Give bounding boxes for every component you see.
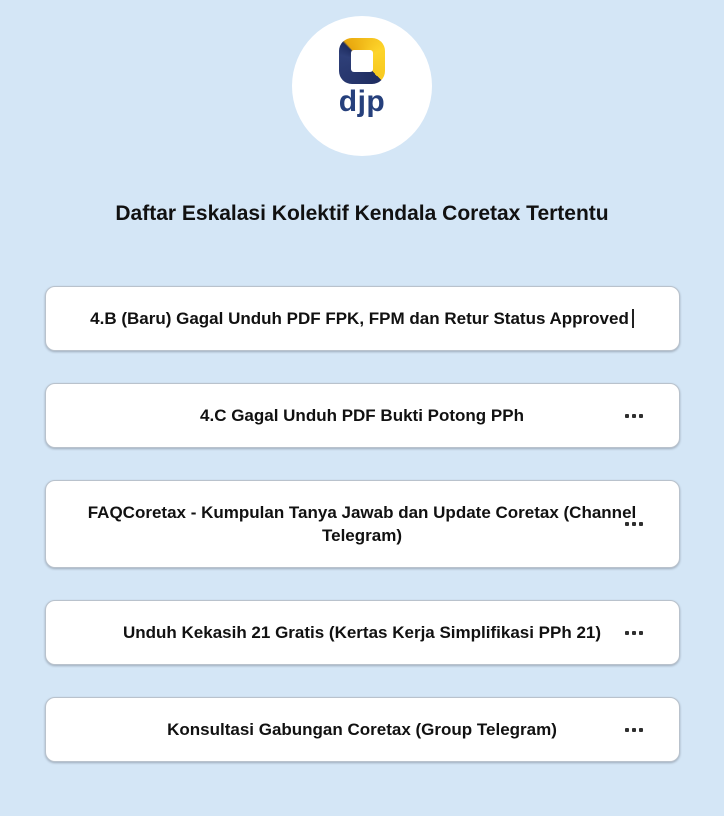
page-title: Daftar Eskalasi Kolektif Kendala Coretax Tertentu	[115, 202, 609, 225]
link-card[interactable]	[45, 383, 680, 448]
link-list	[45, 286, 680, 762]
ellipsis-dot	[639, 728, 643, 732]
link-label: 4.C Gagal Unduh PDF Bukti Potong PPh	[200, 406, 524, 425]
ellipsis-menu-button[interactable]	[621, 408, 647, 424]
ellipsis-dot	[625, 522, 629, 526]
ellipsis-dot	[625, 631, 629, 635]
link-card[interactable]	[45, 286, 680, 351]
link-label: Unduh Kekasih 21 Gratis (Kertas Kerja Simplifikasi PPh 21)	[122, 623, 602, 642]
link-card[interactable]	[45, 600, 680, 665]
link-card[interactable]	[45, 480, 680, 568]
ellipsis-dot	[639, 631, 643, 635]
ellipsis-dot	[632, 728, 636, 732]
djp-logo-icon	[339, 38, 385, 84]
ellipsis-menu-button[interactable]	[621, 625, 647, 641]
ellipsis-menu-button[interactable]	[621, 516, 647, 532]
link-label: FAQCoretax - Kumpulan Tanya Jawab dan Update Coretax (Channel Telegram)	[87, 503, 637, 545]
ellipsis-dot	[632, 414, 636, 418]
ellipsis-dot	[625, 728, 629, 732]
link-in-bio-page	[0, 16, 724, 762]
ellipsis-dot	[639, 414, 643, 418]
link-label: Konsultasi Gabungan Coretax (Group Telegram)	[167, 720, 557, 739]
ellipsis-menu-button[interactable]	[621, 722, 647, 738]
text-caret-artifact	[632, 309, 634, 328]
ellipsis-dot	[632, 631, 636, 635]
avatar	[292, 16, 432, 156]
ellipsis-dot	[639, 522, 643, 526]
ellipsis-dot	[625, 414, 629, 418]
link-label: 4.B (Baru) Gagal Unduh PDF FPK, FPM dan Retur Status Approved	[90, 309, 629, 328]
link-card[interactable]	[45, 697, 680, 762]
ellipsis-dot	[632, 522, 636, 526]
djp-wordmark: djp	[338, 85, 386, 118]
